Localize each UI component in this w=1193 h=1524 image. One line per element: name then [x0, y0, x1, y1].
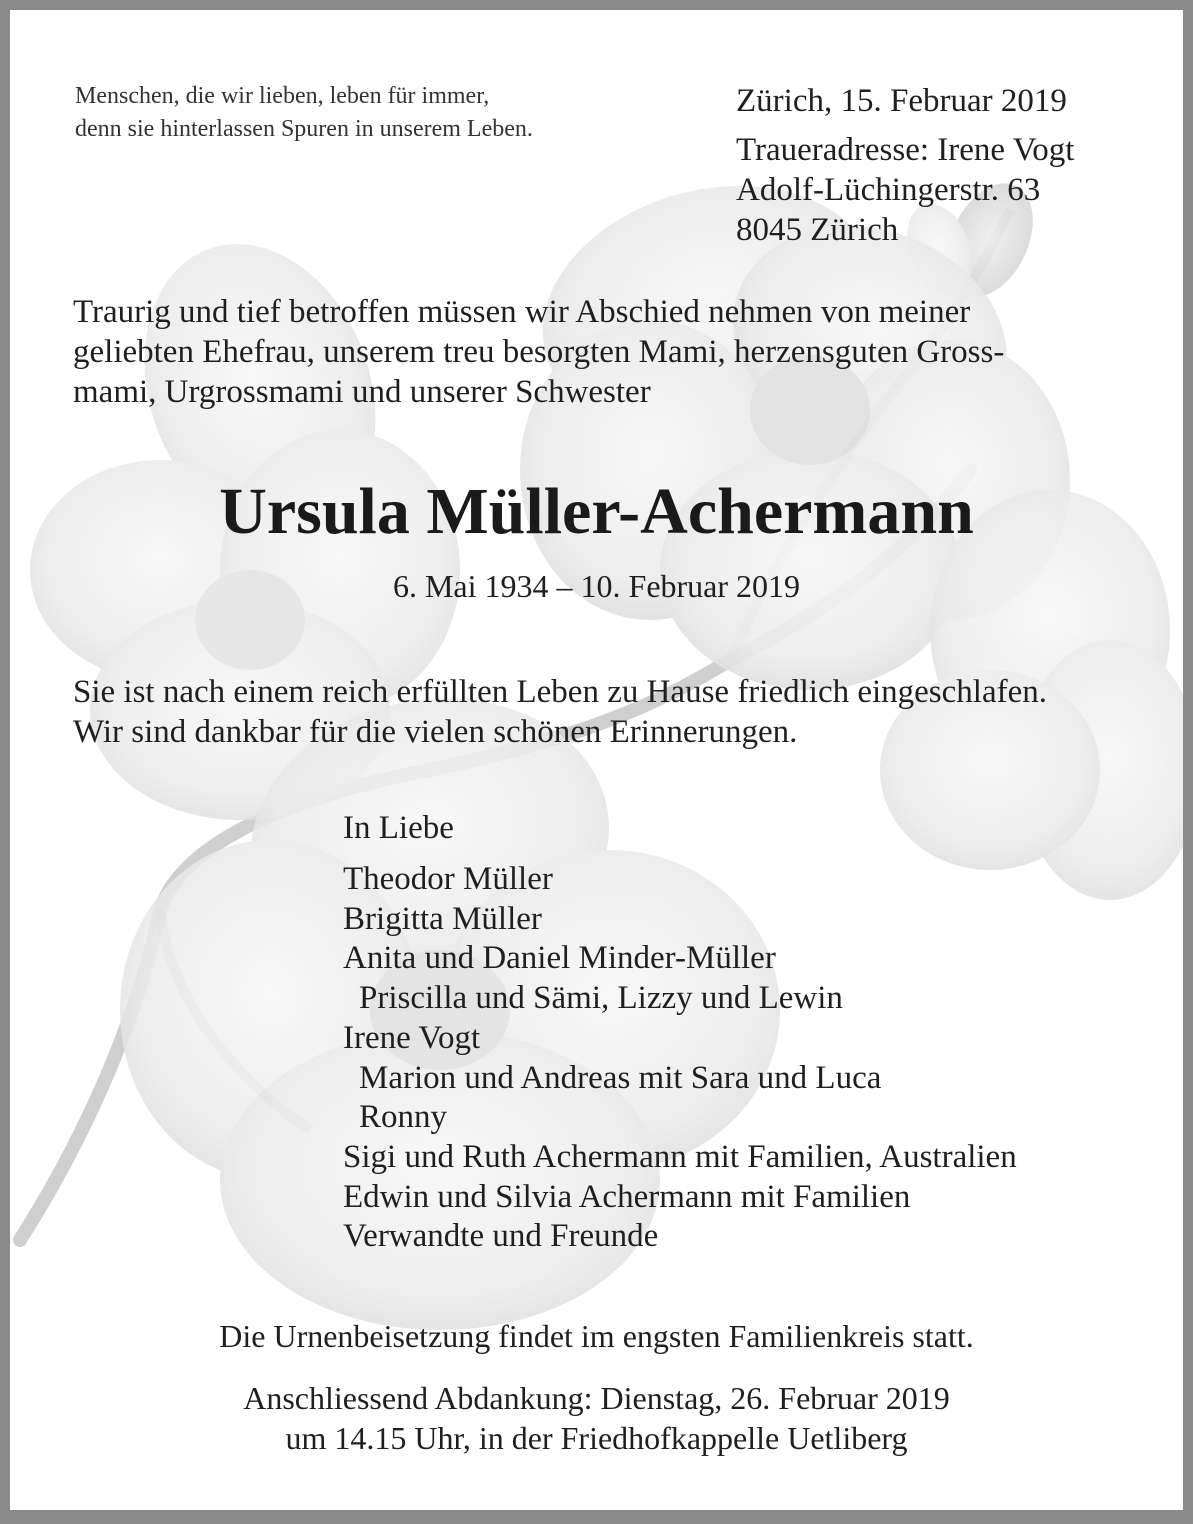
- mourner-entry: Brigitta Müller: [343, 900, 542, 937]
- deceased-name: Ursula Müller-Achermann: [219, 475, 974, 548]
- life-dates: 6. Mai 1934 – 10. Februar 2019: [392, 568, 801, 604]
- motto-quote: [75, 80, 533, 146]
- mourner-entry: Theodor Müller: [343, 861, 553, 897]
- in-love-heading: In Liebe: [343, 810, 454, 846]
- intro-paragraph: [73, 292, 1004, 412]
- ceremony-line: Anschliessend Abdankung: Dienstag, 26. Februar 2019: [243, 1380, 950, 1416]
- mourner-subentry: Priscilla und Sämi, Lizzy und Lewin: [359, 980, 843, 1017]
- statement-line: Wir sind dankbar für die vielen schönen Erinnerungen.: [73, 714, 798, 750]
- place-and-date: Zürich, 15. Februar 2019: [736, 83, 1067, 119]
- intro-line: mami, Urgrossmami und unserer Schwester: [73, 374, 651, 410]
- obituary-page: [10, 10, 1183, 1510]
- address-line: 8045 Zürich: [736, 212, 899, 248]
- motto-line: denn sie hinterlassen Spuren in unserem Leben.: [75, 116, 533, 142]
- mourning-address: [736, 130, 1074, 250]
- ceremony-info: [10, 1378, 1183, 1458]
- mourner-entry: Verwandte und Freunde: [343, 1218, 659, 1255]
- ceremony-line: um 14.15 Uhr, in der Friedhofkappelle Uetliberg: [285, 1420, 908, 1456]
- intro-line: Traurig und tief betroffen müssen wir Abschied nehmen von meiner: [73, 294, 971, 330]
- intro-line: geliebten Ehefrau, unserem treu besorgten Mami, herzensguten Gross-: [73, 334, 1005, 370]
- statement-line: Sie ist nach einem reich erfüllten Leben zu Hause friedlich eingeschlafen.: [73, 674, 1047, 710]
- mourner-entry: Edwin und Silvia Achermann mit Familien: [343, 1178, 911, 1215]
- burial-note: Die Urnenbeisetzung findet im engsten Familienkreis statt.: [219, 1318, 974, 1354]
- mourner-entry: Anita und Daniel Minder-Müller: [343, 940, 776, 977]
- mourners-list: [343, 860, 1017, 1257]
- mourner-subentry: Marion und Andreas mit Sara und Luca: [359, 1059, 882, 1096]
- address-line: Traueradresse: Irene Vogt: [736, 132, 1075, 168]
- mourner-entry: Sigi und Ruth Achermann mit Familien, Australien: [343, 1138, 1017, 1175]
- motto-line: Menschen, die wir lieben, leben für immer,: [75, 83, 490, 109]
- mourner-subentry: Ronny: [359, 1099, 448, 1136]
- address-line: Adolf-Lüchingerstr. 63: [736, 172, 1041, 208]
- mourner-entry: Irene Vogt: [343, 1019, 481, 1056]
- statement-paragraph: [73, 672, 1047, 752]
